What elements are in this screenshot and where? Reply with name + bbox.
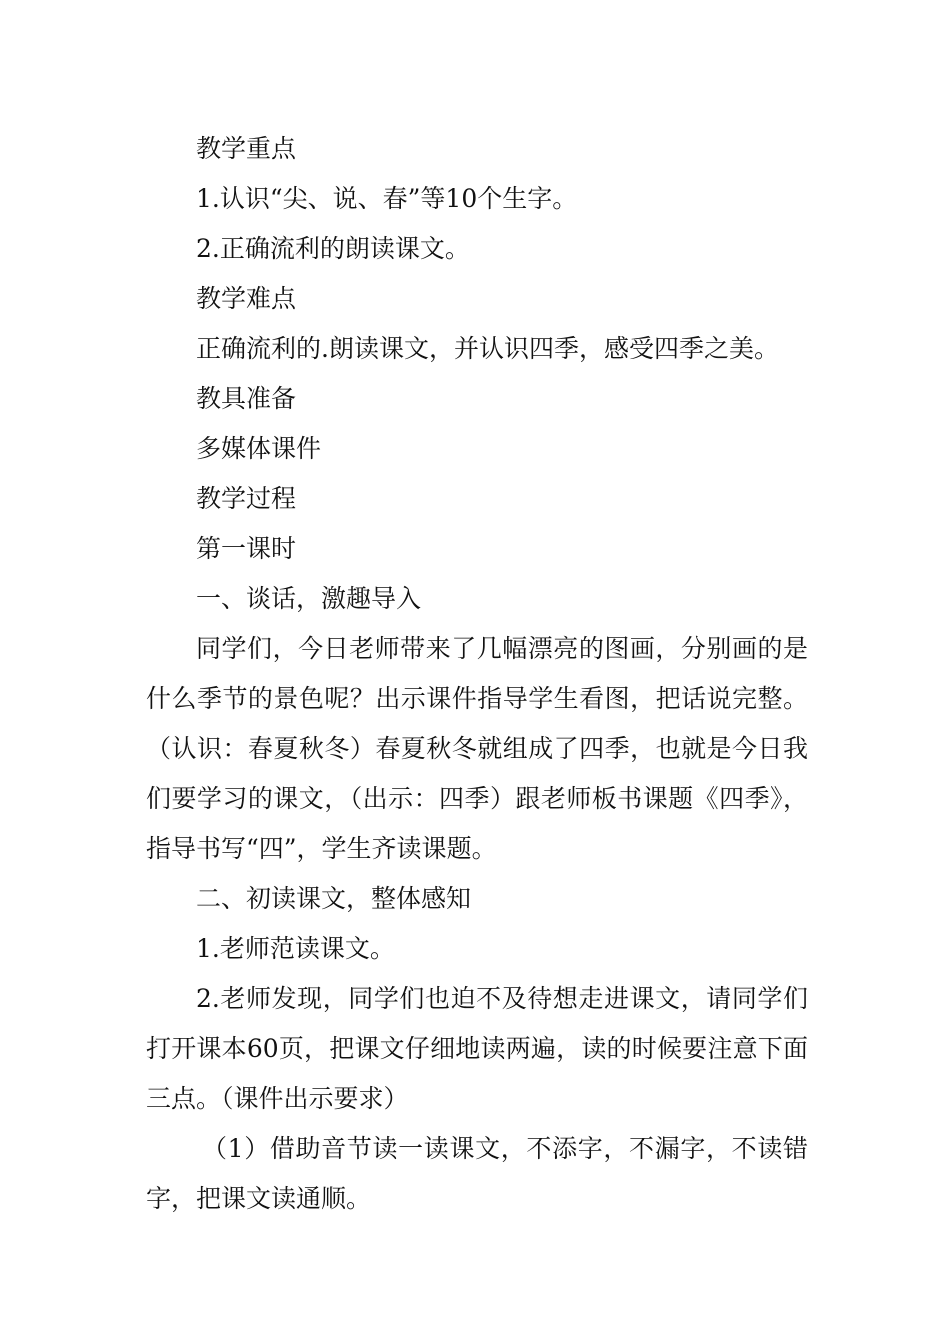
heading-teaching-difficulty: 教学难点 <box>196 284 297 313</box>
heading-teaching-aids: 教具准备 <box>196 384 297 413</box>
focus-item-1: 1.认识“尖、说、春”等10个生字。 <box>196 184 578 213</box>
document-body <box>146 124 808 1224</box>
heading-first-lesson: 第一课时 <box>196 534 297 563</box>
section-2-step-2: 2.老师发现，同学们也迫不及待想走进课文，请同学们打开课本60页，把课文仔细地读两遍，读的时候要注意下面三点。（课件出示要求） <box>146 984 808 1113</box>
focus-item-2: 2.正确流利的朗读课文。 <box>196 234 470 263</box>
section-1-body: 同学们，今日老师带来了几幅漂亮的图画，分别画的是什么季节的景色呢？出示课件指导学生看图，把话说完整。（认识：春夏秋冬）春夏秋冬就组成了四季，也就是今日我们要学习的课文，（出示：四季）跟老师板书课题《四季》，指导书写“四”，学生齐读课题。 <box>146 634 808 863</box>
requirement-1: （1）借助音节读一读课文，不添字，不漏字，不读错字，把课文读通顺。 <box>146 1134 808 1213</box>
section-1-heading: 一、谈话，激趣导入 <box>196 584 422 613</box>
heading-teaching-focus: 教学重点 <box>196 134 297 163</box>
section-2-heading: 二、初读课文，整体感知 <box>196 884 472 913</box>
difficulty-text: 正确流利的.朗读课文，并认识四季，感受四季之美。 <box>196 334 779 363</box>
heading-teaching-process: 教学过程 <box>196 484 297 513</box>
teaching-aids-text: 多媒体课件 <box>196 434 322 463</box>
section-2-step-1: 1.老师范读课文。 <box>196 934 395 963</box>
